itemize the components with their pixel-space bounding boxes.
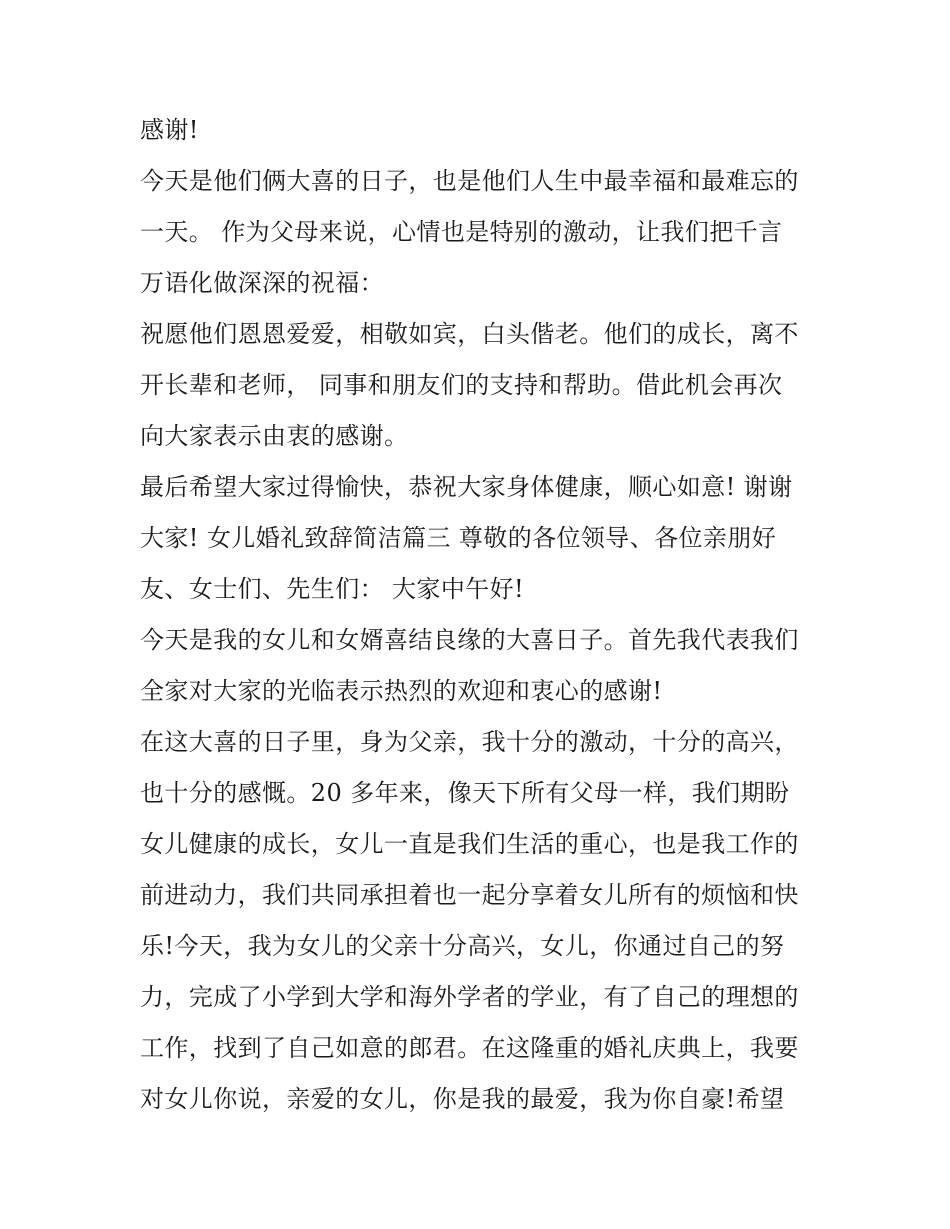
- text-line: 乐!今天，我为女儿的父亲十分高兴，女儿，你通过自己的努: [140, 932, 785, 960]
- text-line: 前进动力，我们共同承担着也一起分享着女儿所有的烦恼和快: [140, 881, 799, 909]
- text-line: 祝愿他们恩恩爱爱，相敬如宾，白头偕老。他们的成长，离不: [140, 320, 799, 348]
- text-line: 最后希望大家过得愉快，恭祝大家身体健康，顺心如意! 谢谢: [140, 473, 793, 501]
- text-line: 一天。 作为父母来说，心情也是特别的激动，让我们把千言: [140, 218, 783, 246]
- document-body: [140, 107, 820, 1127]
- text-line: 今天是他们俩大喜的日子，也是他们人生中最幸福和最难忘的: [140, 167, 799, 195]
- text-line: 感谢!: [140, 116, 199, 144]
- text-line: 开长辈和老师， 同事和朋友们的支持和帮助。借此机会再次: [140, 371, 783, 399]
- text-line: 力，完成了小学到大学和海外学者的学业，有了自己的理想的: [140, 983, 799, 1011]
- text-line: 对女儿你说，亲爱的女儿，你是我的最爱，我为你自豪!希望: [140, 1085, 785, 1113]
- text-line: 今天是我的女儿和女婿喜结良缘的大喜日子。首先我代表我们: [140, 626, 799, 654]
- text-line: 友、女士们、先生们： 大家中午好!: [140, 575, 525, 603]
- text-line: 向大家表示由衷的感谢。: [140, 422, 409, 450]
- text-line: 全家对大家的光临表示热烈的欢迎和衷心的感谢!: [140, 677, 663, 705]
- text-line: 在这大喜的日子里，身为父亲，我十分的激动，十分的高兴，: [140, 728, 799, 756]
- text-line: 女儿健康的成长，女儿一直是我们生活的重心，也是我工作的: [140, 830, 799, 858]
- text-line: 也十分的感慨。20 多年来，像天下所有父母一样，我们期盼: [140, 779, 790, 807]
- text-line: 大家! 女儿婚礼致辞简洁篇三 尊敬的各位领导、各位亲朋好: [140, 524, 777, 552]
- text-line: 万语化做深深的祝福：: [140, 269, 384, 297]
- text-line: 工作，找到了自己如意的郎君。在这隆重的婚礼庆典上，我要: [140, 1034, 799, 1062]
